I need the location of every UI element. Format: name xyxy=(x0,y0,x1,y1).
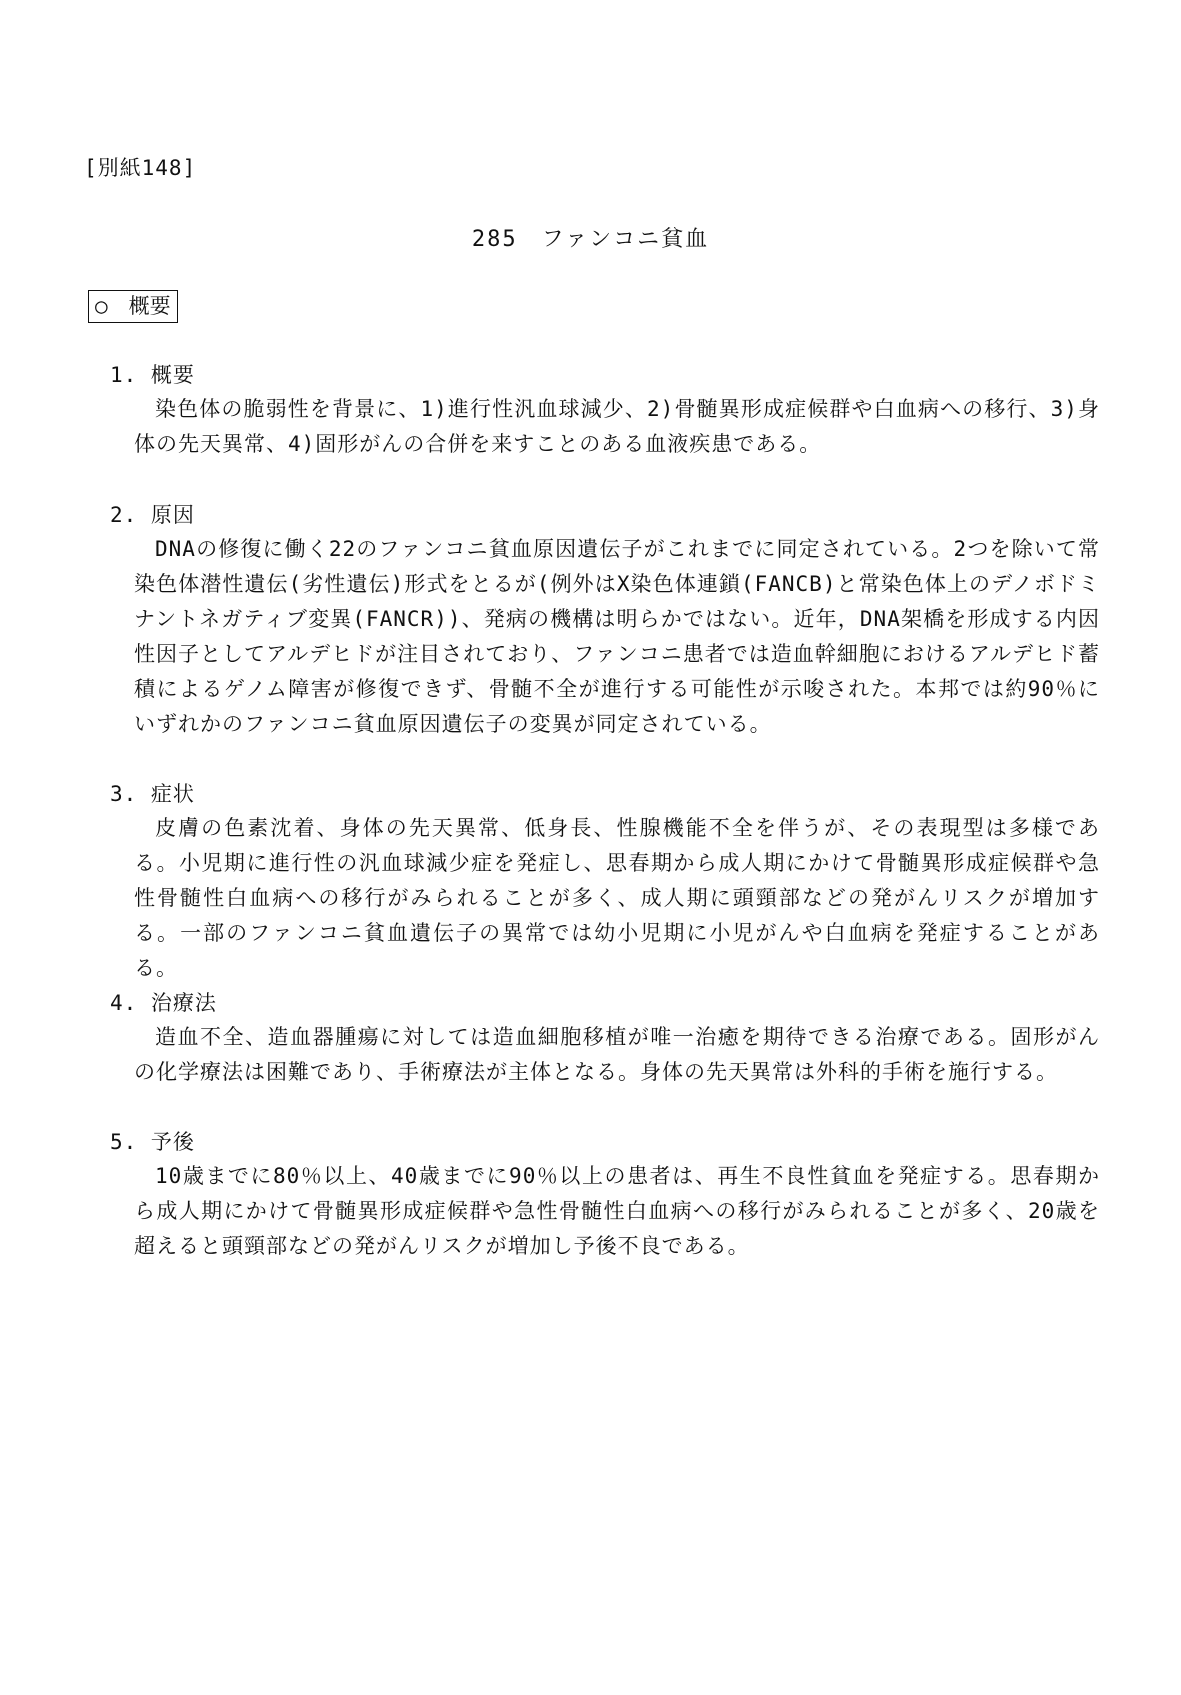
page-title: 285 ファンコニ貧血 xyxy=(471,227,710,252)
section-heading: 3. 症状 xyxy=(110,782,195,806)
section-body: 皮膚の色素沈着、身体の先天異常、低身長、性腺機能不全を伴うが、その表現型は多様である。小児期に進行性の汎血球減少症を発症し、思春期から成人期にかけて骨髄異形成症候群や急性骨髄性白血病への移行がみられることが多く、成人期に頭頸部などの発がんリスクが増加する。一部のファンコニ貧血遺伝子の異常では幼小児期に小児がんや白血病を発症することがある。 xyxy=(134,816,1100,980)
section-heading: 2. 原因 xyxy=(110,503,195,527)
section-overview xyxy=(110,358,1100,462)
section-symptoms xyxy=(110,777,1100,986)
overview-label-box: ○ 概要 xyxy=(88,290,178,323)
section-heading: 1. 概要 xyxy=(110,363,195,387)
section-heading: 5. 予後 xyxy=(110,1130,195,1154)
attachment-reference: [別紙148] xyxy=(84,156,197,180)
section-cause xyxy=(110,498,1100,742)
section-prognosis xyxy=(110,1125,1100,1264)
section-body: 造血不全、造血器腫瘍に対しては造血細胞移植が唯一治癒を期待できる治療である。固形がんの化学療法は困難であり、手術療法が主体となる。身体の先天異常は外科的手術を施行する。 xyxy=(134,1025,1100,1084)
section-body: 染色体の脆弱性を背景に、1)進行性汎血球減少、2)骨髄異形成症候群や白血病への移行、3)身体の先天異常、4)固形がんの合併を来すことのある血液疾患である。 xyxy=(134,397,1100,456)
section-heading: 4. 治療法 xyxy=(110,991,217,1015)
section-treatment xyxy=(110,986,1100,1090)
section-body: 10歳までに80％以上、40歳までに90％以上の患者は、再生不良性貧血を発症する。思春期から成人期にかけて骨髄異形成症候群や急性骨髄性白血病への移行がみられることが多く、20歳を超えると頭頸部などの発がんリスクが増加し予後不良である。 xyxy=(134,1164,1100,1258)
section-body: DNAの修復に働く22のファンコニ貧血原因遺伝子がこれまでに同定されている。2つを除いて常染色体潜性遺伝(劣性遺伝)形式をとるが(例外はX染色体連鎖(FANCB)と常染色体上のデノボドミナントネガティブ変異(FANCR))、発病の機構は明らかではない。近年，DNA架橋を形成する内因性因子としてアルデヒドが注目されており、ファンコニ患者では造血幹細胞におけるアルデヒド蓄積によるゲノム障害が修復できず、骨髄不全が進行する可能性が示唆された。本邦では約90％にいずれかのファンコニ貧血原因遺伝子の変異が同定されている。 xyxy=(134,537,1100,736)
